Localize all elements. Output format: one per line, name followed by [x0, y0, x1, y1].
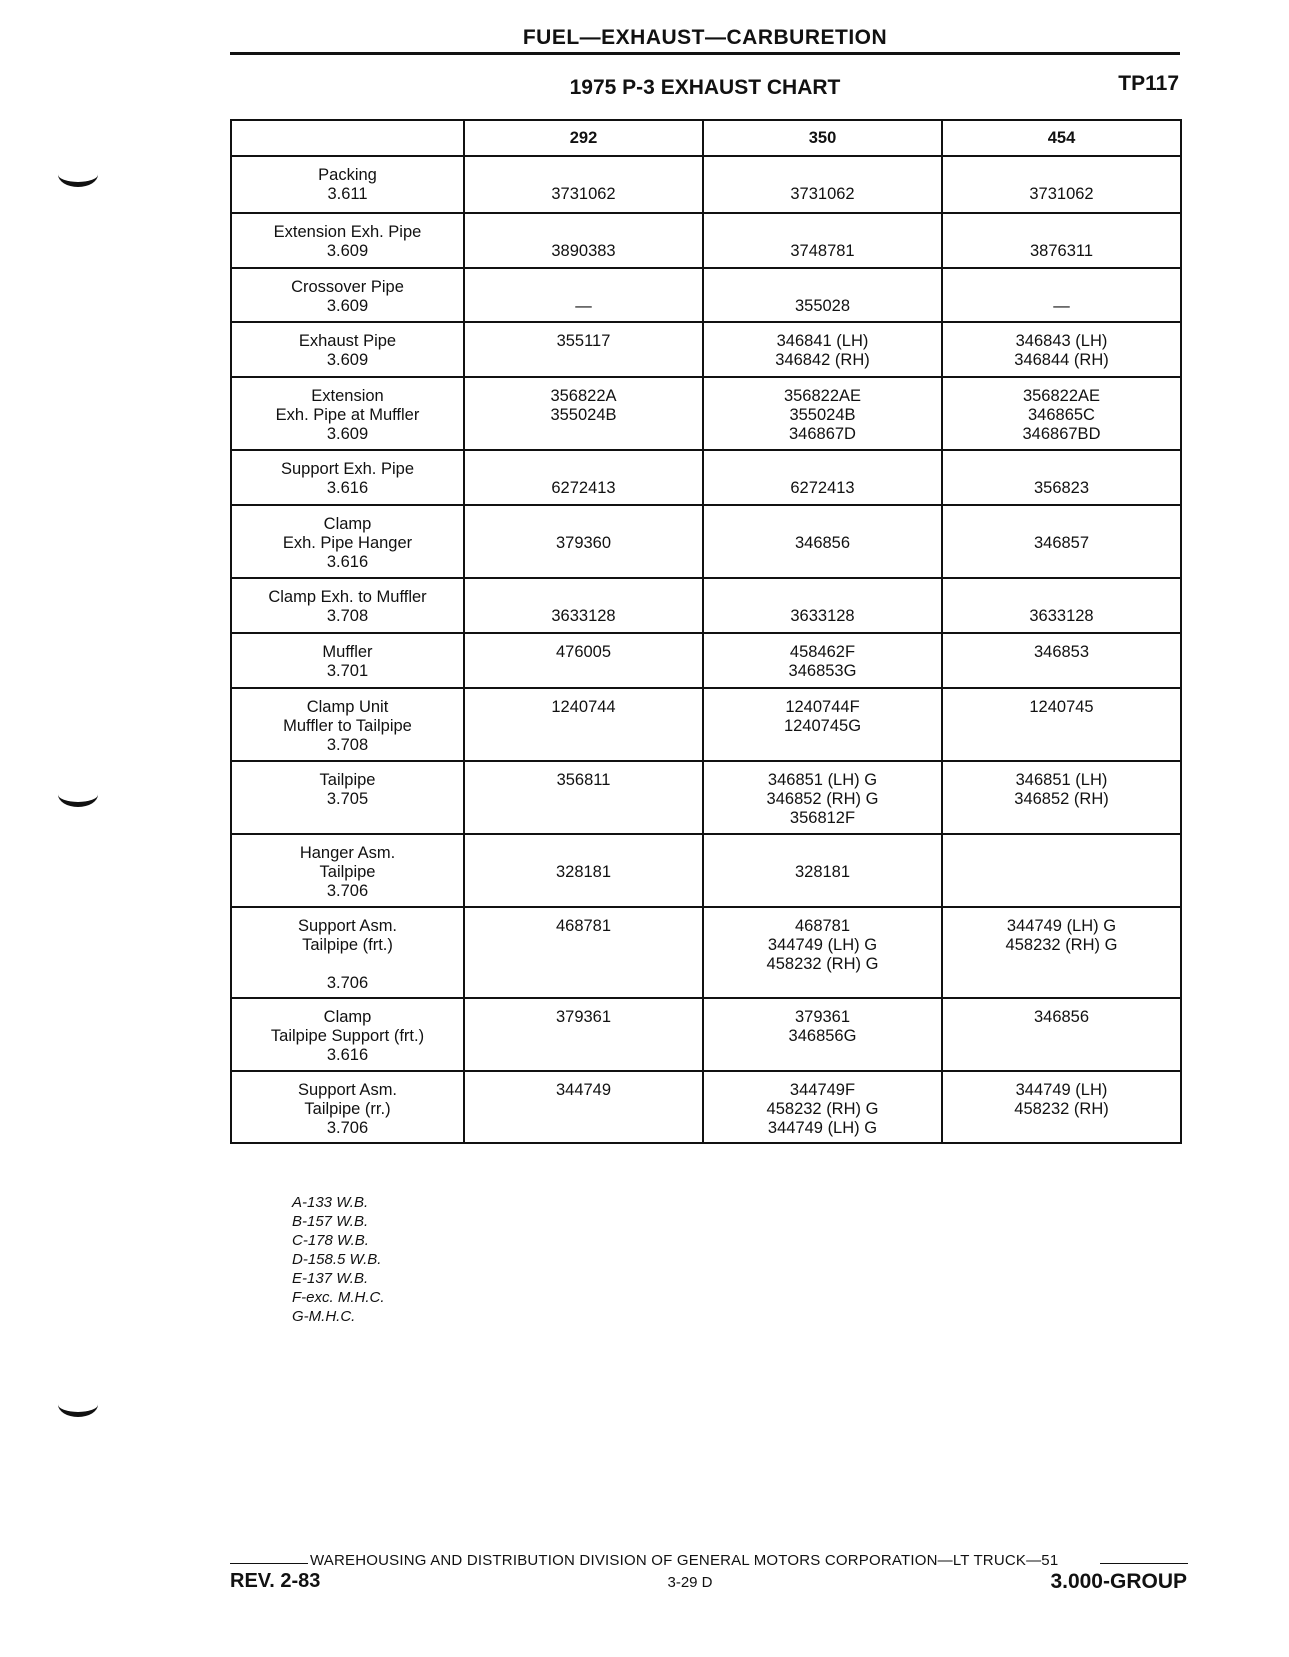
cell-line: 1240745 [1029, 698, 1094, 716]
footer-rule [1100, 1563, 1188, 1564]
part-name-cell [231, 450, 464, 505]
part-number-cell-454 [942, 998, 1181, 1071]
footnote-item: C-178 W.B. [292, 1232, 369, 1249]
part-name-cell [231, 633, 464, 688]
cell-line: 346853 [1033, 643, 1090, 661]
cell-line: — [575, 297, 592, 315]
part-number-cell-454 [942, 578, 1181, 633]
column-header [231, 120, 464, 156]
page-number: 3-29 D [667, 1574, 713, 1591]
cell-line: Tailpipe (frt.) [302, 936, 393, 954]
footnote-item: G-M.H.C. [292, 1308, 356, 1325]
cell-line: 3.706 [326, 1119, 369, 1137]
cell-line: 355024B [550, 406, 617, 424]
cell-line: 356822AE [783, 387, 862, 405]
cell-line: Tailpipe (rr.) [304, 1100, 391, 1118]
cell-line: 3731062 [790, 185, 855, 203]
cell-line: 355117 [556, 332, 611, 350]
cell-line: 346842 (RH) [775, 351, 870, 369]
part-number-cell-292 [464, 1071, 703, 1143]
table-row [231, 998, 1181, 1071]
part-name-cell [231, 156, 464, 213]
cell-line: Clamp Unit [306, 698, 389, 716]
cell-line [704, 223, 941, 242]
cell-line: 3731062 [551, 185, 616, 203]
cell-line [465, 460, 702, 479]
cell-line [704, 588, 941, 607]
cell-line: Support Exh. Pipe [281, 460, 414, 478]
cell-line: 468781 [555, 917, 612, 935]
part-number-cell-292 [464, 761, 703, 834]
part-number-cell-350 [703, 156, 942, 213]
part-number-cell-350 [703, 578, 942, 633]
cell-line: Tailpipe [319, 771, 376, 789]
part-name-cell [231, 688, 464, 761]
section-title: FUEL—EXHAUST—CARBURETION [522, 26, 888, 49]
cell-line: 3.609 [326, 297, 369, 315]
part-name-cell [231, 907, 464, 998]
part-number-cell-292 [464, 450, 703, 505]
cell-line: — [1053, 297, 1070, 315]
cell-line [704, 278, 941, 297]
binder-hole-mark [58, 782, 98, 807]
cell-line: 346856 [794, 534, 851, 552]
table-row [231, 1071, 1181, 1143]
cell-line: Muffler to Tailpipe [283, 717, 412, 735]
column-header: 454 [942, 120, 1181, 156]
part-number-cell-292 [464, 998, 703, 1071]
part-number-cell-350 [703, 761, 942, 834]
cell-line: 346841 (LH) [776, 332, 869, 350]
cell-line [704, 515, 941, 534]
cell-line: 379361 [794, 1008, 851, 1026]
cell-line: 476005 [555, 643, 612, 661]
part-number-cell-350 [703, 322, 942, 377]
cell-line: Extension [311, 387, 384, 405]
table-row [231, 505, 1181, 578]
cell-line: 3.609 [326, 242, 369, 260]
part-number-cell-454 [942, 156, 1181, 213]
part-number-cell-454 [942, 268, 1181, 322]
cell-line [232, 955, 463, 974]
part-number-cell-292 [464, 633, 703, 688]
part-number-cell-454 [942, 834, 1181, 907]
cell-line: Muffler [322, 643, 373, 661]
cell-line [943, 515, 1180, 534]
table-row [231, 907, 1181, 998]
header-rule [230, 52, 1180, 55]
part-number-cell-292 [464, 213, 703, 268]
cell-line [943, 166, 1180, 185]
cell-line: Tailpipe [319, 863, 376, 881]
cell-line: 3633128 [1029, 607, 1094, 625]
part-number-cell-292 [464, 505, 703, 578]
cell-line: 346844 (RH) [1014, 351, 1109, 369]
cell-line: 3731062 [1029, 185, 1094, 203]
footer-publisher-line: WAREHOUSING AND DISTRIBUTION DIVISION OF GENERAL MOTORS CORPORATION—LT TRUCK—51 [310, 1552, 1059, 1569]
cell-line: 346851 (LH) [1015, 771, 1108, 789]
cell-line [465, 515, 702, 534]
part-number-cell-350 [703, 998, 942, 1071]
cell-line [943, 278, 1180, 297]
revision-label: REV. 2-83 [230, 1570, 321, 1592]
part-number-cell-350 [703, 505, 942, 578]
cell-line: 379360 [555, 534, 612, 552]
part-number-cell-292 [464, 688, 703, 761]
cell-line: 3.616 [326, 553, 369, 571]
cell-line: 1240745G [783, 717, 862, 735]
cell-line: Extension Exh. Pipe [273, 223, 422, 241]
cell-line: Exh. Pipe at Muffler [275, 406, 420, 424]
cell-line: 3633128 [790, 607, 855, 625]
cell-line: 3.609 [326, 425, 369, 443]
table-row [231, 268, 1181, 322]
cell-line: 1240744 [551, 698, 616, 716]
column-header: 292 [464, 120, 703, 156]
part-number-cell-292 [464, 578, 703, 633]
footnote-item: D-158.5 W.B. [292, 1251, 382, 1268]
cell-line: 458232 (RH) G [766, 955, 879, 973]
cell-line: 3.616 [326, 479, 369, 497]
cell-line: 346856G [788, 1027, 857, 1045]
cell-line: 6272413 [790, 479, 855, 497]
cell-line: 346853G [788, 662, 857, 680]
cell-line: Clamp [323, 515, 372, 533]
cell-line: 344749 (LH) [1015, 1081, 1108, 1099]
part-number-cell-454 [942, 450, 1181, 505]
table-header-row [231, 120, 1181, 156]
footer-rule [230, 1563, 308, 1564]
cell-line: 3748781 [790, 242, 855, 260]
part-number-cell-454 [942, 505, 1181, 578]
part-number-cell-454 [942, 377, 1181, 450]
cell-line: Clamp Exh. to Muffler [268, 588, 427, 606]
cell-line: 3.706 [326, 974, 369, 992]
page-code: TP117 [1118, 72, 1179, 95]
part-number-cell-454 [942, 1071, 1181, 1143]
part-number-cell-350 [703, 633, 942, 688]
cell-line [943, 588, 1180, 607]
cell-line: 355024B [789, 406, 856, 424]
cell-line: 356812F [789, 809, 856, 827]
cell-line: 344749 (LH) G [767, 1119, 878, 1137]
cell-line: Tailpipe Support (frt.) [270, 1027, 425, 1045]
cell-line: 346843 (LH) [1015, 332, 1108, 350]
cell-line [704, 166, 941, 185]
group-label: 3.000-GROUP [1050, 1570, 1187, 1593]
cell-line: 3.708 [326, 736, 369, 754]
cell-line [704, 844, 941, 863]
table-row [231, 578, 1181, 633]
part-number-cell-350 [703, 688, 942, 761]
cell-line: Support Asm. [297, 917, 398, 935]
cell-line [943, 223, 1180, 242]
cell-line: 346851 (LH) G [767, 771, 878, 789]
cell-line: Crossover Pipe [291, 278, 404, 296]
cell-line: 6272413 [551, 479, 616, 497]
cell-line [465, 223, 702, 242]
part-name-cell [231, 578, 464, 633]
cell-line: 328181 [555, 863, 612, 881]
cell-line: 468781 [794, 917, 851, 935]
cell-line: 3633128 [551, 607, 616, 625]
part-number-cell-454 [942, 688, 1181, 761]
part-name-cell [231, 268, 464, 322]
part-number-cell-350 [703, 377, 942, 450]
cell-line: 344749 (LH) G [767, 936, 878, 954]
cell-line: 458462F [789, 643, 856, 661]
cell-line: 346852 (RH) [1014, 790, 1109, 808]
part-number-cell-292 [464, 156, 703, 213]
chart-title: 1975 P-3 EXHAUST CHART [569, 76, 841, 99]
cell-line: 379361 [555, 1008, 612, 1026]
cell-line [465, 588, 702, 607]
part-number-cell-292 [464, 268, 703, 322]
footnote-item: E-137 W.B. [292, 1270, 369, 1287]
cell-line: 3.616 [326, 1046, 369, 1064]
cell-line: 356811 [556, 771, 611, 789]
part-number-cell-350 [703, 450, 942, 505]
part-number-cell-350 [703, 213, 942, 268]
part-number-cell-350 [703, 834, 942, 907]
table-row [231, 761, 1181, 834]
cell-line: 344749 [555, 1081, 612, 1099]
cell-line: 3.708 [326, 607, 369, 625]
cell-line: 344749F [789, 1081, 856, 1099]
cell-line: 3.706 [326, 882, 369, 900]
table-row [231, 213, 1181, 268]
cell-line: 355028 [794, 297, 851, 315]
cell-line [465, 278, 702, 297]
part-name-cell [231, 1071, 464, 1143]
footnote-item: F-exc. M.H.C. [292, 1289, 385, 1306]
cell-line: 458232 (RH) [1014, 1100, 1109, 1118]
part-number-cell-350 [703, 907, 942, 998]
part-name-cell [231, 505, 464, 578]
cell-line: 3.701 [326, 662, 369, 680]
part-number-cell-292 [464, 322, 703, 377]
table-row [231, 450, 1181, 505]
cell-line: 328181 [794, 863, 851, 881]
binder-hole-mark [58, 162, 98, 187]
cell-line: 458232 (RH) G [766, 1100, 879, 1118]
cell-line: Hanger Asm. [299, 844, 396, 862]
part-number-cell-292 [464, 377, 703, 450]
cell-line: Clamp [323, 1008, 372, 1026]
cell-line: Packing [318, 166, 377, 184]
part-number-cell-350 [703, 1071, 942, 1143]
table-row [231, 322, 1181, 377]
part-name-cell [231, 998, 464, 1071]
part-name-cell [231, 213, 464, 268]
part-name-cell [231, 377, 464, 450]
cell-line: 458232 (RH) G [1005, 936, 1118, 954]
footnote-item: B-157 W.B. [292, 1213, 369, 1230]
part-number-cell-292 [464, 834, 703, 907]
part-number-cell-454 [942, 907, 1181, 998]
cell-line: 3.609 [326, 351, 369, 369]
cell-line [943, 460, 1180, 479]
part-name-cell [231, 761, 464, 834]
cell-line: Exhaust Pipe [298, 332, 397, 350]
cell-line: 3876311 [1029, 242, 1093, 260]
cell-line: Support Asm. [297, 1081, 398, 1099]
exhaust-chart-table [230, 119, 1182, 1144]
cell-line: 356823 [1033, 479, 1090, 497]
part-name-cell [231, 322, 464, 377]
binder-hole-mark [58, 1392, 98, 1417]
column-header: 350 [703, 120, 942, 156]
part-number-cell-454 [942, 213, 1181, 268]
cell-line [465, 844, 702, 863]
cell-line: 3890383 [551, 242, 616, 260]
table-row [231, 688, 1181, 761]
footnotes [292, 1193, 385, 1326]
cell-line: 346865C [1028, 406, 1095, 424]
cell-line: 346867BD [1022, 425, 1101, 443]
cell-line: 1240744F [785, 698, 860, 716]
cell-line: 346852 (RH) G [766, 790, 879, 808]
part-number-cell-454 [942, 322, 1181, 377]
cell-line: 3.705 [326, 790, 369, 808]
table-row [231, 834, 1181, 907]
table-row [231, 377, 1181, 450]
table-row [231, 156, 1181, 213]
cell-line [704, 460, 941, 479]
cell-line: 356822AE [1022, 387, 1101, 405]
part-number-cell-292 [464, 907, 703, 998]
table-row [231, 633, 1181, 688]
cell-line: 346867D [789, 425, 856, 443]
cell-line: Exh. Pipe Hanger [282, 534, 413, 552]
part-name-cell [231, 834, 464, 907]
cell-line [465, 166, 702, 185]
cell-line: 344749 (LH) G [1006, 917, 1117, 935]
cell-line: 346857 [1033, 534, 1090, 552]
footnote-item: A-133 W.B. [292, 1194, 369, 1211]
cell-line: 356822A [550, 387, 617, 405]
part-number-cell-454 [942, 761, 1181, 834]
part-number-cell-454 [942, 633, 1181, 688]
cell-line: 3.611 [327, 185, 368, 203]
part-number-cell-350 [703, 268, 942, 322]
cell-line: 346856 [1033, 1008, 1090, 1026]
